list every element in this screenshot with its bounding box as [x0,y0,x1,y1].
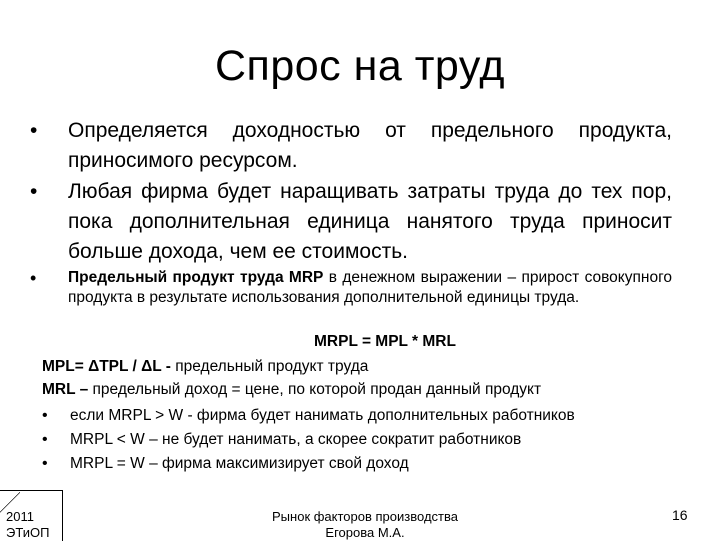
main-bullet-list [30,116,672,267]
condition-text: MRPL = W – фирма максимизирует свой доход [70,455,409,472]
bullet-icon: • [42,407,48,424]
mrl-definition [42,380,541,400]
bullet-text: Определяется доходностью от предельного продукта, приносимого ресурсом. [68,119,672,172]
mrpl-formula: MRPL = MPL * MRL [314,333,456,350]
condition-item [42,428,575,452]
bullet-point-2 [30,177,672,267]
bullet-icon: • [30,180,38,203]
bullet-text: Любая фирма будет наращивать затраты труда до тех пор, пока дополнительная единица нанятого труда приносит больше дохода, чем ее стоимость. [68,180,672,263]
mrp-term: Предельный продукт труда MRP [68,269,324,286]
footer-year: 2011 [6,509,34,524]
bullet-point-mrp [30,268,672,308]
page-number: 16 [672,507,688,523]
footer-topic: Рынок факторов производства [272,509,458,524]
condition-list [42,404,575,476]
footer-year-box [0,490,63,541]
condition-text: MRPL < W – не будет нанимать, а скорее сократит работников [70,431,522,448]
footer-center [240,509,490,541]
mpl-text: предельный продукт труда [170,358,369,375]
footer-author: Егорова М.А. [325,525,405,540]
footer-org: ЭТиОП [6,525,50,540]
bullet-icon: • [30,268,37,288]
bullet-icon: • [30,119,38,142]
bullet-icon: • [42,455,48,472]
mpl-definition [42,357,368,377]
condition-item [42,404,575,428]
condition-item [42,452,575,476]
mrl-term: MRL – [42,381,89,398]
mrp-definition: в денежном выражении – прирост совокупного продукта в результате использования дополнительной единицы труда. [68,269,673,306]
bullet-icon: • [42,431,48,448]
mrl-text: предельный доход = цене, по которой продан данный продукт [88,381,542,398]
slide-title: Спрос на труд [214,42,505,90]
bullet-point-1 [30,116,672,176]
mpl-term: MPL= ΔTPL / ΔL - [42,358,171,375]
condition-text: если MRPL > W - фирма будет нанимать дополнительных работников [70,407,575,424]
